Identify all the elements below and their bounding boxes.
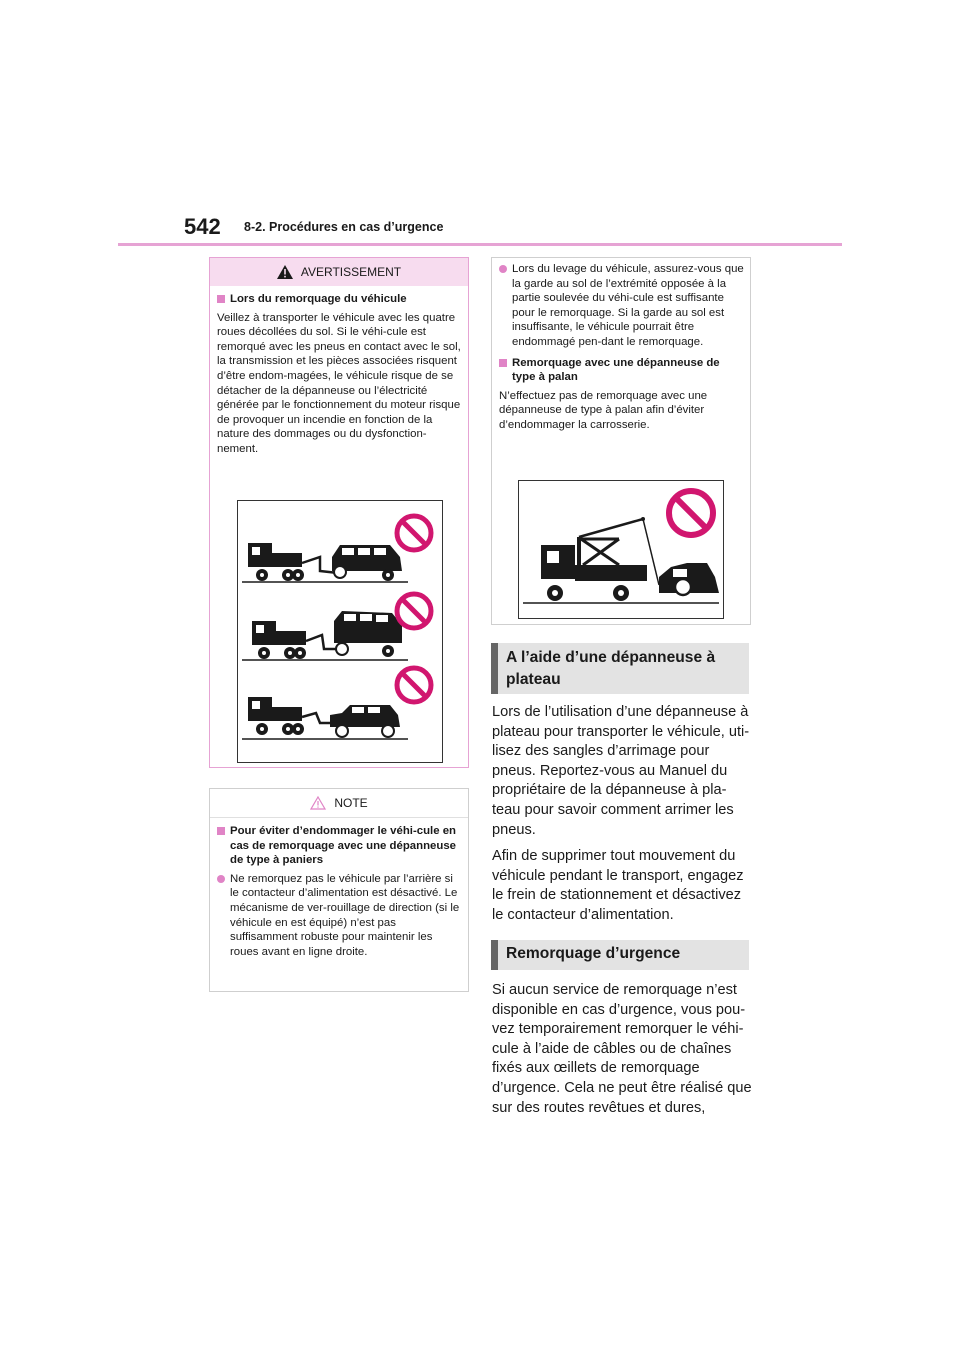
note-title: NOTE — [334, 796, 368, 810]
emergency-section-heading: Remorquage d’urgence — [491, 940, 749, 970]
warning-continued-box — [491, 257, 751, 625]
warning-triangle-icon — [277, 265, 293, 279]
warning-box — [209, 257, 469, 768]
flatbed-paragraph-2: Afin de supprimer tout mouvement du véhicule pendant le transport, engagez le frein de stationnement et désactivez le contacteur d’alimentation. — [492, 848, 744, 923]
note-heading: Pour éviter d’endommager le véhi-cule en cas de remorquage avec une dépanneuse de type à paniers — [230, 825, 457, 867]
tow-scenario-3 — [242, 668, 431, 739]
square-bullet-icon — [499, 359, 507, 367]
square-bullet-icon — [217, 295, 225, 303]
hoist-text: N’effectuez pas de remorquage avec une dépanneuse de type à palan afin d’éviter d’endommager la carrosserie. — [499, 389, 708, 431]
tow-scenario-2 — [242, 594, 431, 660]
flatbed-paragraph-1: Lors de l’utilisation d’une dépanneuse à plateau pour transporter le véhicule, uti-lisez des sangles d’arrimage pour pneus. Reportez-vous au Manuel du propriétaire de la dépanneuse à pla-teau pour savoir comment arrimer les pneus. — [492, 704, 750, 838]
hoist-heading: Remorquage avec une dépanneuse de type à palan — [512, 356, 720, 384]
caution-triangle-icon — [310, 796, 326, 810]
hoist-truck-prohibited-illustration — [518, 480, 724, 619]
emergency-paragraph: Si aucun service de remorquage n’est disponible en cas d’urgence, vous pou-vez temporairement remorquer le véhi-cule à l’aide de câbles ou de chaînes fixés aux œillets de remorquage d’urgence. Cela ne peut être réalisé que sur des routes revêtues et dures, — [492, 982, 752, 1116]
warning-header — [210, 258, 468, 286]
tow-scenario-1 — [242, 516, 431, 582]
note-header — [210, 789, 468, 818]
note-box — [209, 788, 469, 992]
warning-title: AVERTISSEMENT — [300, 265, 402, 279]
section-title: 8-2. Procédures en cas d’urgence — [244, 220, 444, 234]
page-number: 542 — [184, 214, 221, 239]
lifting-bullet: Lors du levage du véhicule, assurez-vous que la garde au sol de l’extrémité opposée à la partie soulevée du véhi-cule est suffisante pour le remorquage. Si la garde au sol est insuffisante, le véhicule pourrait être endommagé pen-dant le remorquage. — [512, 263, 744, 348]
flatbed-section-body — [492, 703, 754, 933]
flatbed-section-heading: A l’aide d’une dépanneuse à plateau — [491, 643, 749, 694]
note-bullet: Ne remorquez pas le véhicule par l’arrière si le contacteur d’alimentation est désactivé. Le mécanisme de ver-rouillage de direction (si le véhicule en est équipé) n’est pas suffisamment robuste pour maintenir les roues avant en ligne droite. — [230, 872, 460, 958]
warning-text: Veillez à transporter le véhicule avec les quatre roues décollées du sol. Si le véhi-cule est remorqué avec les pneus en contact avec le sol, la transmission et les pièces associées risquent d’être endom-magées, le véhicule risque de se détacher de la dépanneuse ou l’électricité générée par le fonctionnement du moteur risque de provoquer un incendie en fonction de la nature des dommages ou du dysfonction-nement. — [217, 311, 461, 455]
emergency-section-body — [492, 981, 754, 1125]
header-rule — [118, 243, 842, 246]
warning-heading: Lors du remorquage du véhicule — [230, 293, 407, 305]
towing-prohibited-illustration — [237, 500, 443, 763]
round-bullet-icon — [217, 875, 225, 883]
square-bullet-icon — [217, 827, 225, 835]
round-bullet-icon — [499, 265, 507, 273]
